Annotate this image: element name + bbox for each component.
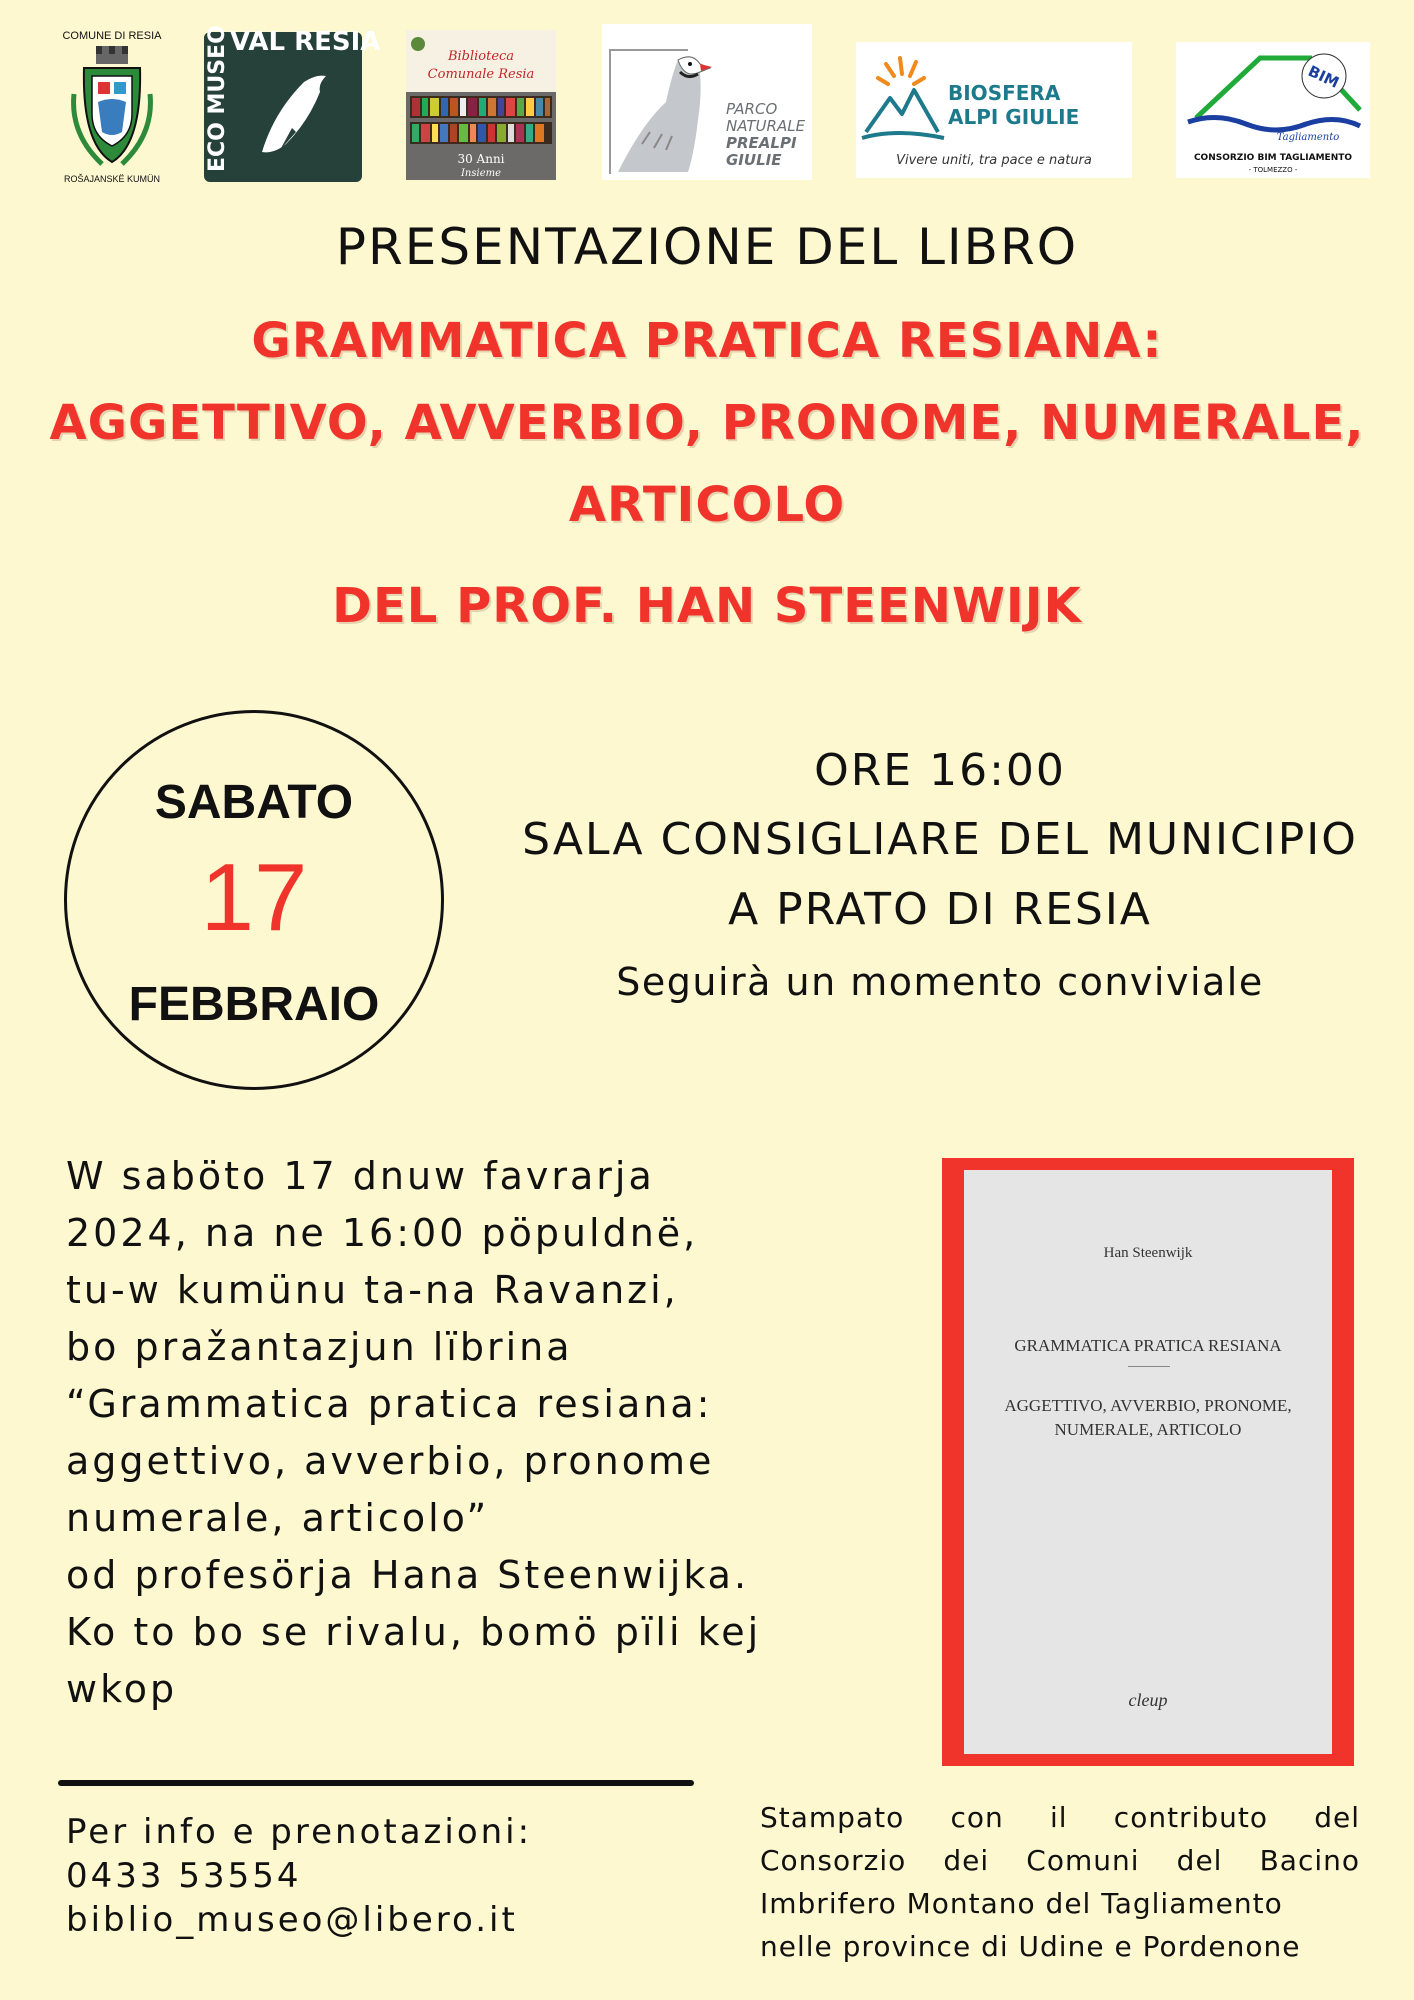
- biblioteca-line1: Biblioteca: [447, 49, 515, 64]
- credits-line: Consorzio dei Comuni del Bacino: [760, 1844, 1360, 1877]
- event-place-line1: SALA CONSIGLIARE DEL MUNICIPIO: [522, 814, 1358, 865]
- book-cover-subtitle-line2: NUMERALE, ARTICOLO: [1054, 1420, 1242, 1439]
- logo-comune-di-resia: [62, 24, 162, 186]
- credits-line: Stampato con il contributo del: [760, 1801, 1360, 1834]
- book-cover-author: Han Steenwijk: [1103, 1245, 1193, 1261]
- biosfera-line2: ALPI GIULIE: [948, 105, 1080, 129]
- book-cover-title: GRAMMATICA PRATICA RESIANA: [1014, 1336, 1282, 1355]
- resian-announcement: [66, 1148, 906, 1718]
- book-title-line1: GRAMMATICA PRATICA RESIANA:: [251, 313, 1163, 369]
- book-cover-subtitle-line1: AGGETTIVO, AVVERBIO, PRONOME,: [1004, 1396, 1292, 1415]
- bim-name: CONSORZIO BIM TAGLIAMENTO: [1193, 153, 1353, 163]
- resian-line: 2024, na ne 16:00 pöpuldnë,: [66, 1211, 699, 1255]
- book-author-line: DEL PROF. HAN STEENWIJK: [332, 578, 1082, 634]
- book-title-line2: AGGETTIVO, AVVERBIO, PRONOME, NUMERALE,: [49, 395, 1365, 451]
- parco-line2: NATURALE: [726, 117, 806, 135]
- comune-bottom-text: ROŠAJANSKË KUMÜN: [63, 174, 161, 184]
- resian-line: aggettivo, avverbio, pronome: [66, 1439, 715, 1483]
- resian-line: “Grammatica pratica resiana:: [66, 1382, 713, 1426]
- parco-line1: PARCO: [726, 100, 778, 118]
- bim-river: Tagliamento: [1276, 132, 1340, 143]
- resian-line: numerale, articolo”: [66, 1496, 490, 1540]
- contact-info: [66, 1810, 532, 1942]
- credits-line: nelle province di Udine e Pordenone: [760, 1930, 1301, 1963]
- resian-line: W saböto 17 dnuw favrarja: [66, 1154, 655, 1198]
- contact-email: biblio_museo@libero.it: [66, 1900, 518, 1940]
- date-month: FEBBRAIO: [128, 978, 380, 1031]
- book-cover-rule: [1128, 1366, 1170, 1367]
- event-note: Seguirà un momento conviviale: [616, 960, 1264, 1004]
- event-place-line2: A PRATO DI RESIA: [728, 884, 1152, 935]
- logo-consorzio-bim-tagliamento: [1176, 42, 1370, 178]
- contact-phone: 0433 53554: [66, 1856, 302, 1896]
- parco-line4: GIULIE: [726, 151, 782, 169]
- book-title-line3: ARTICOLO: [568, 477, 846, 533]
- ecomuseo-top-text: VAL RESIA: [230, 27, 381, 57]
- date-circle: [64, 710, 444, 1090]
- resian-line: od profesörja Hana Steenwijka.: [66, 1553, 750, 1597]
- book-cover-publisher: cleup: [1128, 1690, 1168, 1710]
- contact-label: Per info e prenotazioni:: [66, 1812, 533, 1852]
- credits-line: Imbrifero Montano del Tagliamento: [760, 1887, 1283, 1920]
- comune-top-text: COMUNE DI RESIA: [62, 30, 162, 42]
- resian-line: wkop: [66, 1667, 178, 1711]
- biosfera-tagline: Vivere uniti, tra pace e natura: [896, 153, 1092, 168]
- resian-line: bo pražantazjun lïbrina: [66, 1325, 573, 1369]
- biblioteca-anni: 30 Anni: [457, 152, 505, 166]
- bim-badge: BIM: [1305, 61, 1342, 92]
- resian-line: Ko to bo se rivalu, bomö pïli kej: [66, 1610, 762, 1654]
- book-cover-frame: [942, 1158, 1354, 1766]
- bim-place: - TOLMEZZO -: [1248, 166, 1298, 174]
- biosfera-line1: BIOSFERA: [948, 81, 1061, 105]
- event-time: ORE 16:00: [814, 745, 1066, 796]
- logo-ecomuseo-val-resia: [204, 25, 381, 182]
- resian-line: tu-w kumünu ta-na Ravanzi,: [66, 1268, 679, 1312]
- biblioteca-line2: Comunale Resia: [427, 67, 535, 82]
- footer-divider: [58, 1780, 694, 1786]
- poster-title: PRESENTAZIONE DEL LIBRO: [335, 218, 1079, 276]
- logo-parco-prealpi-giulie: [602, 24, 812, 180]
- book-cover-image: [964, 1170, 1332, 1754]
- logo-biosfera-alpi-giulie: [856, 42, 1132, 178]
- print-credits: [760, 1796, 1360, 1968]
- logo-biblioteca-comunale-resia: [406, 30, 556, 180]
- date-weekday: SABATO: [154, 776, 354, 829]
- date-day-number: 17: [200, 844, 308, 951]
- ecomuseo-side-text: ECO MUSEO: [205, 25, 230, 172]
- parco-line3: PREALPI: [726, 134, 797, 152]
- biblioteca-insieme: Insieme: [460, 168, 502, 179]
